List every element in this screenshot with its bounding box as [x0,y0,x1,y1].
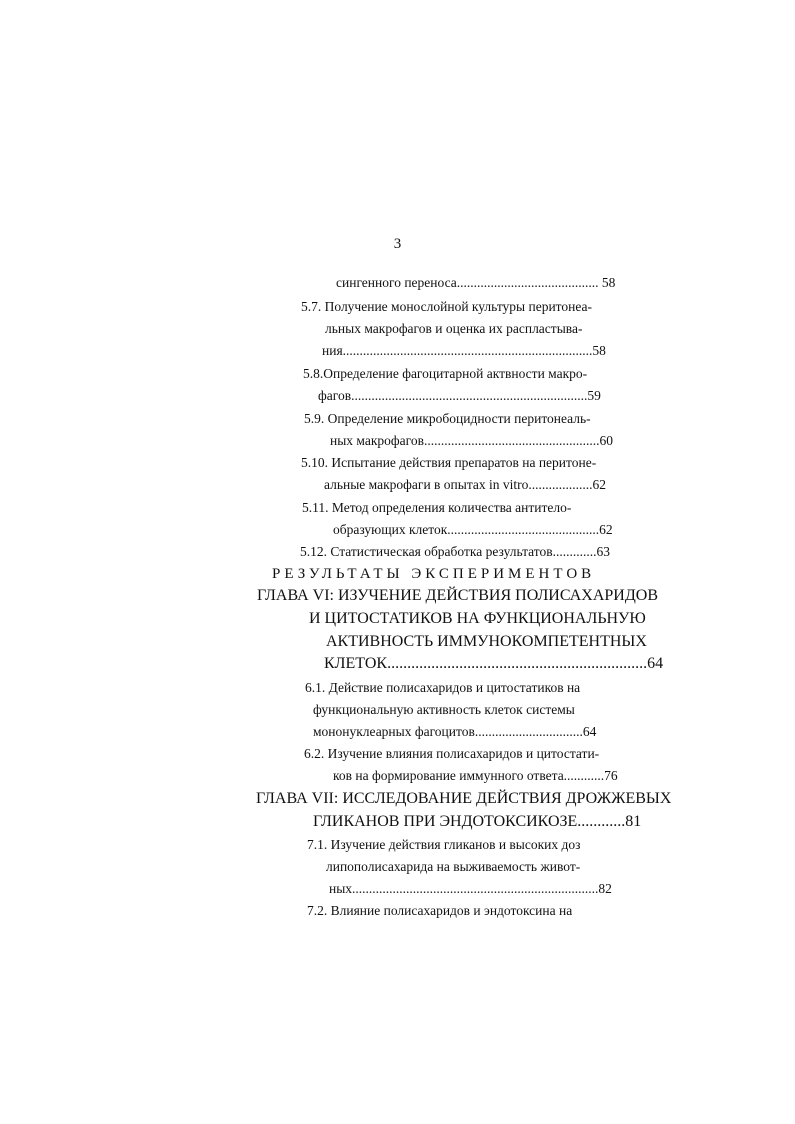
chapter-heading: ГЛАВА VI: ИЗУЧЕНИЕ ДЕЙСТВИЯ ПОЛИСАХАРИДОВ [257,587,658,604]
toc-line: 5.11. Метод определения количества антитело- [302,500,572,515]
chapter-heading: ГЛИКАНОВ ПРИ ЭНДОТОКСИКОЗЕ............81 [313,813,642,830]
toc-line: 5.8.Определение фагоцитарной актвности макро- [303,366,588,381]
toc-line: 5.10. Испытание действия препаратов на перитоне- [301,455,597,470]
toc-line: ных.........................................................................82 [329,881,612,896]
page-number: 3 [393,236,402,252]
toc-line: 5.12. Статистическая обработка результатов.............63 [300,544,611,559]
toc-line: 6.2. Изучение влияния полисахаридов и цитостати- [304,746,600,761]
toc-line: ния..........................................................................58 [322,343,606,358]
toc-line: фагов......................................................................59 [318,388,601,403]
toc-line: 5.9. Определение микробоцидности перитонеаль- [304,411,591,426]
toc-line: льных макрофагов и оценка их распластыва- [325,321,583,336]
toc-line: мононуклеарных фагоцитов................................64 [313,724,597,739]
toc-line: ных макрофагов....................................................60 [330,433,613,448]
chapter-heading: КЛЕТОК.................................................................64 [324,655,664,672]
toc-line: ков на формирование иммунного ответа............76 [333,768,618,783]
toc-line: альные макрофаги в опытах in vitro...................62 [324,477,607,492]
toc-line: 5.7. Получение монослойной культуры перитонеа- [301,299,593,314]
toc-line: образующих клеток.............................................62 [333,522,613,537]
toc-line: 6.1. Действие полисахаридов и цитостатиков на [305,680,581,695]
toc-line: 7.2. Влияние полисахаридов и эндотоксина на [307,903,573,918]
toc-line: сингенного переноса.......................................... 58 [336,275,616,290]
chapter-heading: АКТИВНОСТЬ ИММУНОКОМПЕТЕНТНЫХ [326,633,647,650]
toc-line: 7.1. Изучение действия гликанов и высоких доз [307,837,581,852]
section-heading: РЕЗУЛЬТАТЫ ЭКСПЕРИМЕНТОВ [272,566,596,582]
chapter-heading: И ЦИТОСТАТИКОВ НА ФУНКЦИОНАЛЬНУЮ [309,610,646,627]
toc-line: функциональную активность клеток системы [313,702,575,717]
toc-line: липополисахарида на выживаемость живот- [326,859,581,874]
chapter-heading: ГЛАВА VII: ИССЛЕДОВАНИЕ ДЕЙСТВИЯ ДРОЖЖЕВЫХ [256,790,672,807]
